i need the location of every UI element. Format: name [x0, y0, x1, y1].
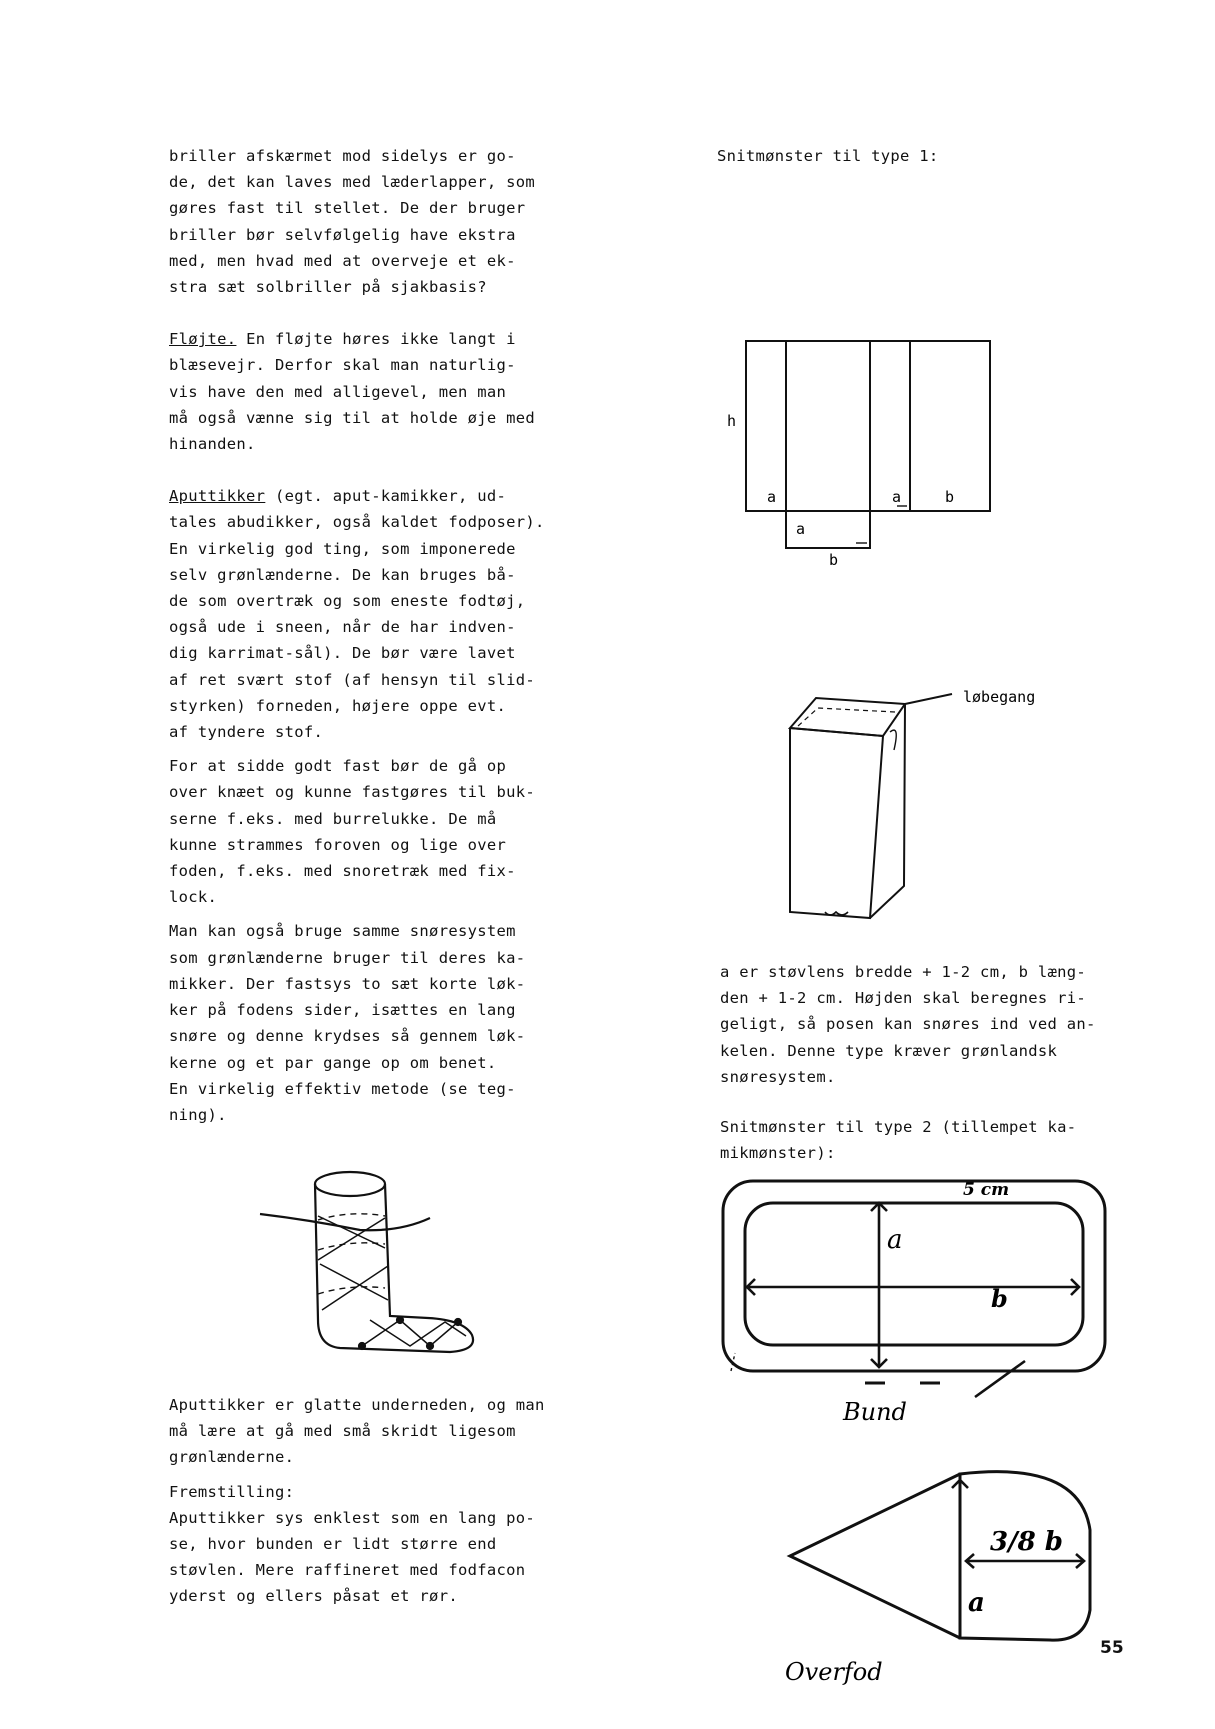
- right-column-middle: [720, 959, 1180, 1166]
- label-h: h: [727, 412, 737, 430]
- label-a3: a: [796, 520, 806, 538]
- paragraph-aputtikker: [169, 483, 639, 745]
- whistle-text: En fløjte høres ikke langt i blæsevejr. Derfor skal man naturlig- vis have den med alligevel, men man må også vænne sig til at holde øje med hinanden.: [169, 330, 536, 454]
- label-a: a: [887, 1225, 903, 1255]
- label-three-eighths-b: 3/8 b: [990, 1527, 1063, 1557]
- pattern-type-2-heading: Snitmønster til type 2 (tillempet ka- mikmønster):: [720, 1118, 1077, 1163]
- left-column-bottom: [169, 1392, 639, 1610]
- whistle-heading: Fløjte.: [169, 330, 237, 349]
- right-column-top: [717, 143, 1177, 169]
- paragraph-manufacture: Aputtikker sys enklest som en lang po- se, hvor bunden er lidt større end støvlen. Mere raffineret med fodfacon yderst og ellers påsat et rør.: [169, 1508, 536, 1606]
- label-b1: b: [945, 488, 955, 506]
- page-number: 55: [1100, 1638, 1124, 1658]
- label-5cm: 5 cm: [963, 1180, 1010, 1200]
- label-a1: a: [767, 488, 777, 506]
- pattern-type-1-diagram: [715, 335, 1005, 570]
- pattern-type-1-heading: Snitmønster til type 1:: [717, 147, 939, 165]
- paragraph-glasses: briller afskærmet mod sidelys er go- de, det kan laves med læderlapper, som gøres fast til stellet. De der bruger briller bør selvfølgelig have ekstra med, men hvad med at overveje et ek- stra sæt solbriller på sjakbasis?: [169, 147, 536, 297]
- boot-lacing-illustration: [250, 1170, 490, 1390]
- paragraph-lacing: Man kan også bruge samme snøresystem som grønlænderne bruger til deres ka- mikker. Der fastsys to sæt korte løk- ker på fodens sider, isættes en lang snøre og denne krydses så gennem løk- kerne og et par gange op om benet. En virkelig effektiv metode (se teg- ning).: [169, 922, 526, 1124]
- paragraph-fastening: For at sidde godt fast bør de gå op over knæet og kunne fastgøres til buk- serne f.eks. med burrelukke. De må kunne strammes foroven og lige over foden, f.eks. med snoretræk med fix- lock.: [169, 757, 536, 907]
- label-bund: Bund: [843, 1398, 907, 1425]
- bund-pattern-diagram: [715, 1175, 1115, 1425]
- aputtikker-heading: Aputtikker: [169, 487, 266, 506]
- label-overfod: Overfod: [785, 1658, 883, 1686]
- label-b: b: [991, 1284, 1008, 1313]
- label-a-overfod: a: [968, 1588, 985, 1618]
- label-b2: b: [829, 551, 839, 569]
- paragraph-slippery: Aputtikker er glatte underneden, og man må lære at gå med små skridt ligesom grønlænderne.: [169, 1396, 545, 1467]
- manufacture-heading: Fremstilling:: [169, 1482, 295, 1501]
- aputtikker-text: (egt. aput-kamikker, ud- tales abudikker, også kaldet fodposer). En virkelig god ting, som imponerede selv grønlænderne. De kan bruges bå- de som overtræk og som eneste fodtøj, også ude i sneen, når de har indven- dig karrimat-sål). De bør være lavet af ret svært stof (af hensyn til slid- styrken) forneden, højere oppe evt. af tyndere stof.: [169, 487, 545, 742]
- paragraph-dimensions: a er støvlens bredde + 1-2 cm, b læng- den + 1-2 cm. Højden skal beregnes ri- geligt, så posen kan snøres ind ved an- kelen. Denne type kræver grønlandsk snøresystem.: [720, 963, 1096, 1086]
- paragraph-whistle: [169, 326, 639, 457]
- label-a2: a: [892, 488, 902, 506]
- left-column: [169, 143, 639, 1128]
- bag-illustration: [780, 680, 1080, 930]
- label-lobegang: løbegang: [963, 688, 1036, 706]
- overfod-pattern-diagram: [780, 1470, 1110, 1690]
